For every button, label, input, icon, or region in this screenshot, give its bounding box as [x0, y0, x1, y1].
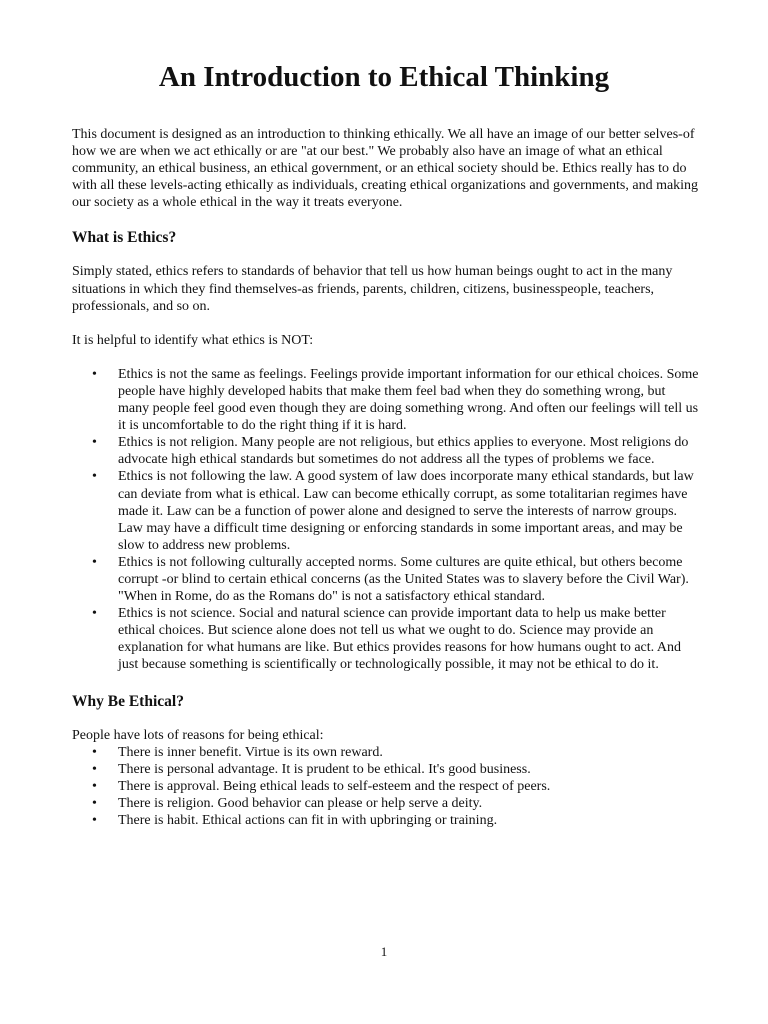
section-heading-why-be-ethical: Why Be Ethical? — [72, 692, 184, 710]
list-item: • Ethics is not religion. Many people are not religious, but ethics applies to everyone. Most religions do advocate high ethical standards but sometimes do not address all the types of problems we face. — [72, 434, 700, 468]
ethics-not-intro: It is helpful to identify what ethics is NOT: — [72, 332, 314, 348]
list-item: • Ethics is not following the law. A good system of law does incorporate many ethical standards, but law can deviate from what is ethical. Law can become ethically corrupt, as some totalitarian regimes have made it. Law can be a function of power alone and designed to serve the interests of narrow groups. Law may have a difficult time designing or enforcing standards in some important areas, and may be slow to address new problems. — [72, 468, 700, 553]
list-item: • Ethics is not the same as feelings. Feelings provide important information for our ethical choices. Some people have highly developed habits that make them feel bad when they do something wrong, but many people feel good even though they are doing something wrong. And often our feelings will tell us it is uncomfortable to do the right thing if it is hard. — [72, 366, 700, 434]
document-body — [72, 126, 700, 829]
ethics-not-list — [72, 366, 700, 674]
reasons-list — [72, 744, 700, 829]
list-item: • There is habit. Ethical actions can fit in with upbringing or training. — [72, 812, 700, 829]
ethics-definition-paragraph: Simply stated, ethics refers to standards of behavior that tell us how human beings ought to act in the many situations in which they find themselves-as friends, parents, children, citizens, businesspeople, teachers, professionals, and so on. — [72, 264, 673, 314]
list-item: • There is religion. Good behavior can please or help serve a deity. — [72, 795, 700, 812]
list-item: • There is inner benefit. Virtue is its own reward. — [72, 744, 700, 761]
list-item: • There is personal advantage. It is prudent to be ethical. It's good business. — [72, 761, 700, 778]
document-title: An Introduction to Ethical Thinking — [158, 61, 610, 93]
intro-paragraph: This document is designed as an introduction to thinking ethically. We all have an image of our better selves-of how we are when we act ethically or are "at our best." We probably also have an image of what an ethical community, an ethical business, an ethical government, or an ethical society should be. Ethics really has to do with all these levels-acting ethically as individuals, creating ethical organizations and governments, and making our society as a whole ethical in the way it treats everyone. — [72, 127, 699, 211]
list-item: • Ethics is not science. Social and natural science can provide important data to help us make better ethical choices. But science alone does not tell us what we ought to do. Science may provide an explanation for what humans are like. But ethics provides reasons for how humans ought to act. And just because something is scientifically or technologically possible, it may not be ethical to do it. — [72, 605, 700, 673]
section-heading-what-is-ethics: What is Ethics? — [72, 229, 177, 247]
list-item: • Ethics is not following culturally accepted norms. Some cultures are quite ethical, but others become corrupt -or blind to certain ethical concerns (as the United States was to slavery before the Civil War). "When in Rome, do as the Romans do" is not a satisfactory ethical standard. — [72, 554, 700, 605]
reasons-intro: People have lots of reasons for being ethical: — [72, 727, 324, 743]
list-item: • There is approval. Being ethical leads to self-esteem and the respect of peers. — [72, 778, 700, 795]
page-number: 1 — [380, 944, 388, 959]
